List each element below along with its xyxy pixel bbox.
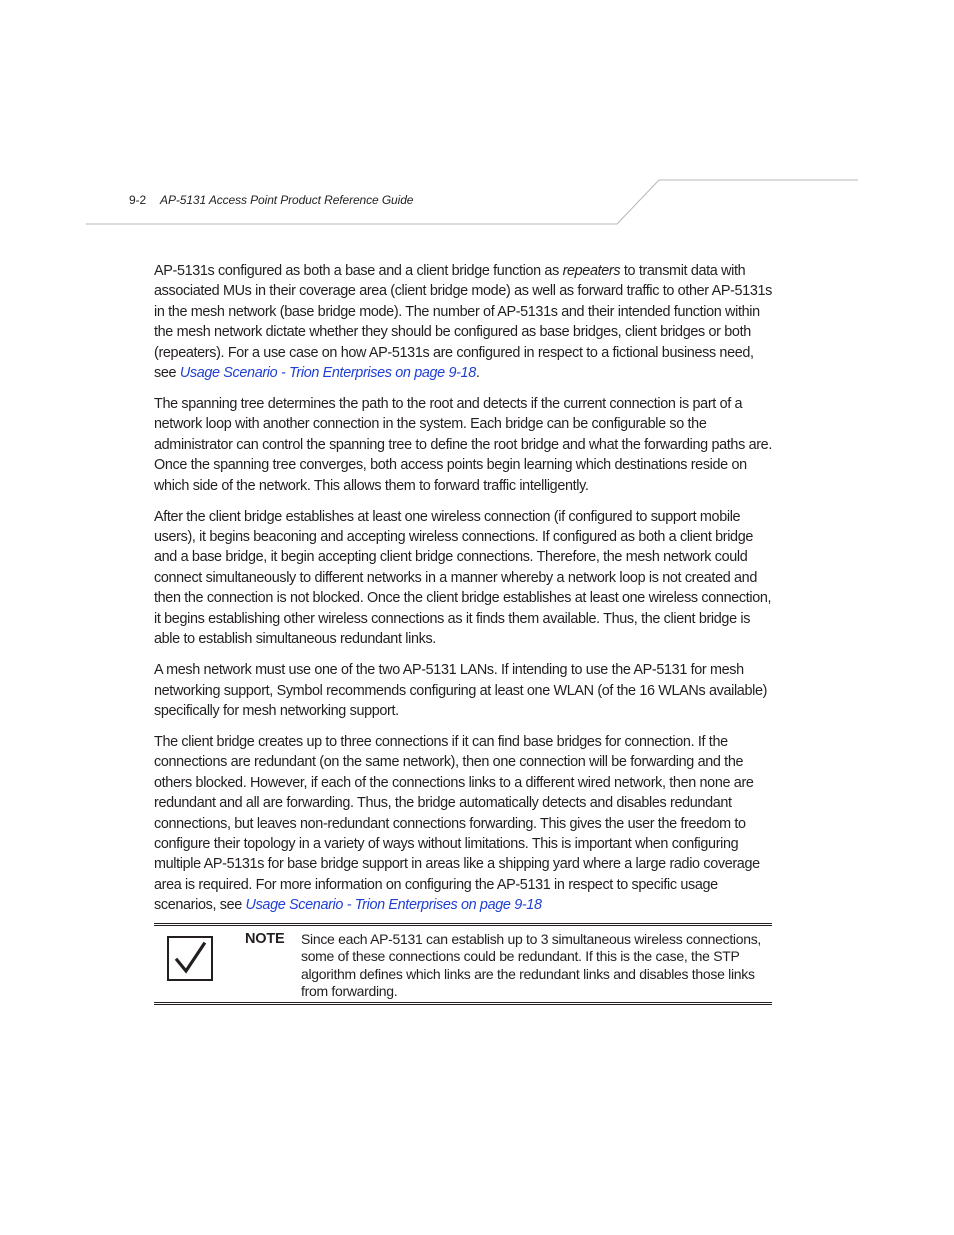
paragraph-text: . bbox=[475, 365, 480, 382]
usage-scenario-link[interactable]: Usage Scenario - Trion Enterprises on page 9-18 bbox=[245, 897, 542, 914]
note-text: Since each AP-5131 can establish up to 3 simultaneous wireless connections, some of these connections could be redundant. If this is the case, the STP algorithm defines which links are the redundant links and disables those links from forwarding. bbox=[301, 931, 762, 1000]
paragraph-repeaters bbox=[154, 261, 772, 383]
note-label: NOTE bbox=[245, 931, 285, 947]
paragraph-connections bbox=[154, 732, 772, 916]
body-text bbox=[154, 261, 772, 926]
checkmark-icon bbox=[167, 936, 213, 981]
guide-title: AP-5131 Access Point Product Reference Guide bbox=[160, 193, 414, 207]
paragraph-client-bridge: After the client bridge establishes at least one wireless connection (if configured to support mobile users), it begins beaconing and accepting wireless connections. If configured as both a client bridge and a base bridge, it begin accepting client bridge connections. Therefore, the mesh network could connect simultaneously to different networks in a manner whereby a network loop is not created and then the connection is not blocked. Once the client bridge establishes at least one wireless connection, it begins establishing other wireless connections as it finds them available. Thus, the client bridge is able to establish simultaneous redundant links. bbox=[154, 508, 772, 648]
page-header bbox=[129, 193, 413, 207]
usage-scenario-link[interactable]: Usage Scenario - Trion Enterprises on page 9-18 bbox=[179, 365, 476, 382]
paragraph-mesh-lan: A mesh network must use one of the two AP-5131 LANs. If intending to use the AP-5131 for mesh networking support, Symbol recommends configuring at least one WLAN (of the 16 WLANs available) specifically for mesh networking support. bbox=[154, 662, 768, 719]
page-number: 9-2 bbox=[129, 193, 147, 207]
note-box bbox=[154, 923, 772, 1005]
emphasis-repeaters: repeaters bbox=[562, 263, 621, 279]
paragraph-text: to transmit data with associated MUs in their coverage area (client bridge mode) as well as forward traffic to other AP-5131s in the mesh network (base bridge mode). The number of AP-5131s and their intended function within the mesh network dictate whether they should be configured as base bridges, client bridges or both (repeaters). For a use case on how AP-5131s are configured in respect to a fictional business need, see bbox=[154, 263, 772, 382]
paragraph-spanning-tree: The spanning tree determines the path to the root and detects if the current connection is part of a network loop with another connection in the system. Each bridge can be configurable so the administrator can control the spanning tree to define the root bridge and what the forwarding paths are. Once the spanning tree converges, both access points begin learning which destinations reside on which side of the network. This allows them to forward traffic intelligently. bbox=[154, 396, 772, 494]
paragraph-text: AP-5131s configured as both a base and a client bridge function as bbox=[154, 263, 563, 279]
paragraph-text: The client bridge creates up to three connections if it can find base bridges for connection. If the connections are redundant (on the same network), then one connection will be forwarding and the others blocked. However, if each of the connections links to a different wired network, then none are redundant and all are forwarding. Thus, the bridge automatically detects and disables redundant connections, but leaves non-redundant connections forwarding. This gives the user the freedom to configure their topology in a variety of ways without limitations. This is important when configuring multiple AP-5131s for base bridge support in areas like a shipping yard where a large radio coverage area is required. For more information on configuring the AP-5131 in respect to specific usage scenarios, see bbox=[154, 733, 760, 914]
